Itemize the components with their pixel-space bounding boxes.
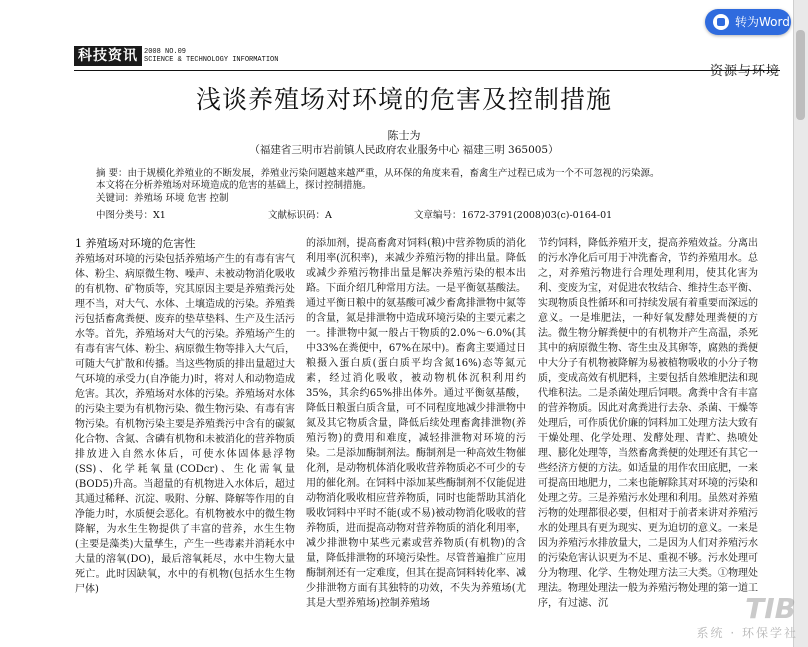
- journal-issue: [144, 48, 278, 64]
- article-number: 文章编号：1672-3791(2008)03(c)-0164-01: [414, 210, 613, 221]
- convert-to-word-label: 转为Word: [735, 15, 790, 29]
- journal-issue-number: 2008 NO.09: [144, 48, 187, 56]
- article-author: 陈士为: [387, 129, 421, 142]
- article-affiliation: （福建省三明市岩前镇人民政府农业服务中心 福建三明 365005）: [249, 144, 559, 156]
- section-heading-1: 1 养殖场对环境的危害性: [75, 237, 196, 250]
- journal-brand: 科技资讯: [74, 46, 142, 66]
- class-number: 中图分类号：X1: [96, 210, 166, 221]
- abstract-line-1: 摘 要：由于规模化养殖业的不断发展，养殖业污染问题越来越严重，从环保的角度来看，畜禽生产过程已成为一个不可忽视的污染源。: [96, 168, 660, 179]
- text-column-3: [538, 236, 758, 611]
- document-code: 文献标识码：A: [268, 210, 332, 221]
- text-column-2: [306, 236, 526, 611]
- section-label: 资源与环境: [709, 64, 780, 79]
- keywords: 关键词：养殖场 环境 危害 控制: [96, 193, 229, 204]
- word-convert-icon: [713, 14, 729, 30]
- column-3-body: 节约饲料，降低养殖开支，提高养殖效益。分离出的污水净化后可用于冲洗畜舍，节约养殖用水。总之，对养殖污物进行合理处理利用，使其化害为利、变废为宝，对促进农牧结合、维持生态平衡、实现物质良性循环和可持续发展有着重要而深远的意义。一是堆肥法，一种好氧发酵处理粪便的方法。微生物分解粪便中的有机物并产生高温，杀死其中的病原微生物、寄生虫及其卵等，腐熟的粪便中大分子有机物被降解为易被植物吸收的小分子物质，变成高效有机肥料，主要包括自然堆肥法和现代堆积法。二是杀菌处理后饲喂。禽粪中含有丰富的营养物质。因此对禽粪进行去杂、杀菌、干燥等处理后，可作质优价廉的饲料加工处理方法大致有干燥处理、化学处理、发酵处理、青贮、热喷处理、膨化处理等，当然畜禽粪便的处理还有其它一些经济方便的方法。如适量的用作农田底肥，一来可提高田地肥力，二来也能解除其对环境的污染和处理之劳。三是养殖污水处理和利用。虽然对养殖污物的处理都很必要，但相对于前者来讲对养殖污水的处理具有更为现实、更为迫切的意义。一来是因为养殖污水排放量大，二是因为人们对养殖污水的污染危害认识更为不足、重视不够。污水处理可分为物理、化学、生物处理方法三大类。①物理处理法。物理处理法一般为养殖污物处理的第一道工序，有过滤、沉: [538, 238, 758, 609]
- text-column-1: [75, 236, 295, 597]
- column-2-body: 的添加剂，提高畜禽对饲料(粮)中营养物质的消化利用率(沉积率)，来减少养殖污物的排出量。降低或减少养殖污物排出量是解决养殖污染的根本出路。下面介绍几种常用方法。一是平衡氨基酸法。通过平衡日粮中的氨基酸可减少畜禽排泄物中氮等的含量，氮是排泄物中造成环境污染的主要元素之一。排泄物中氮一般占干物质的2.0%～6.0%(其中33%在粪便中，67%在尿中)。畜禽主要通过日粮摄入蛋白质(蛋白质平均含氮16%)态等氮元素，经过消化吸收，被动物机体沉积利用约35%，其余约65%排出体外。通过平衡氨基酸，降低日粮蛋白质含量，可不同程度地减少排泄物中氮及其它物质含量，降低后续处理畜禽排泄物(养殖污物)的费用和难度，减轻排泄物对环境的污染。二是添加酶制剂法。酶制剂是一种高效生物催化剂，是动物机体消化吸收营养物质必不可少的专用的催化剂。在饲料中添加某些酶制剂不仅能促进动物消化吸收相应营养物质，同时也能帮助其消化吸收饲料中平时不能(或不易)被动物消化吸收的营养物质，进而提高动物对营养物质的消化利用率，减少排泄物中某些元素或营养物质(有机物)的含量，降低排泄物的环境污染性。尽管普遍推广应用酶制剂还有一定难度，但其在提高饲料转化率、减少排泄物方面有其独特的功效，不失为养殖场(尤其是大型养殖场)控制养殖场: [306, 238, 526, 609]
- article-identifiers: [96, 207, 696, 219]
- journal-header: [74, 46, 780, 68]
- column-1-body: 养殖场对环境的污染包括养殖场产生的有毒有害气体、粉尘、病原微生物、噪声、未被动物消化吸收的有机物、矿物质等，究其原因主要是养殖粪污处理不当，对大气、水体、土壤造成的污染。养殖粪污包括畜禽粪便、废弃的垫草垫料、生产及生活污水等。首先，养殖场对大气的污染。养殖场产生的有毒有害气体、粉尘、病原微生物等排入大气后，可随大气扩散和传播。当这些物质的排出量超过大气环境的承受力(自净能力)时，将对人和动物造成危害。其次，养殖场对水体的污染。养殖场对水体的污染主要为有机物污染、微生物污染、有毒有害物污染。有机物污染主要是养殖粪污中含有的碳氮化合物、含氮、含磷有机物和未被消化的营养物质排放进入自然水体后，可使水体固体悬浮物(SS)、化学耗氧量(CODcr)、生化需氧量(BOD5)升高。当超量的有机物进入水体后，超过其通过稀释、沉淀、吸附、分解、降解等作用的自净能力时，水质便会恶化。有机物被水中的微生物降解，为水生生物提供了丰富的营养，水生生物(主要是藻类)大量孳生，产生一些毒素并消耗水中大量的溶氧(DO)，最后溶氧耗尽，水中生物大量死亡。此时因缺氧，水中的有机物(包括水生生物尸体): [75, 254, 295, 595]
- article-title: 浅谈养殖场对环境的危害及控制措施: [195, 85, 612, 114]
- convert-to-word-button[interactable]: [705, 9, 791, 35]
- watermark-text: 系统 · 环保学社: [696, 626, 798, 640]
- header-divider: [74, 70, 780, 71]
- abstract-line-2: 本文将在分析养殖场对环境造成的危害的基础上，探讨控制措施。: [96, 180, 372, 191]
- journal-english-name: SCIENCE & TECHNOLOGY INFORMATION: [144, 56, 279, 64]
- watermark-logo: TIB: [745, 592, 796, 625]
